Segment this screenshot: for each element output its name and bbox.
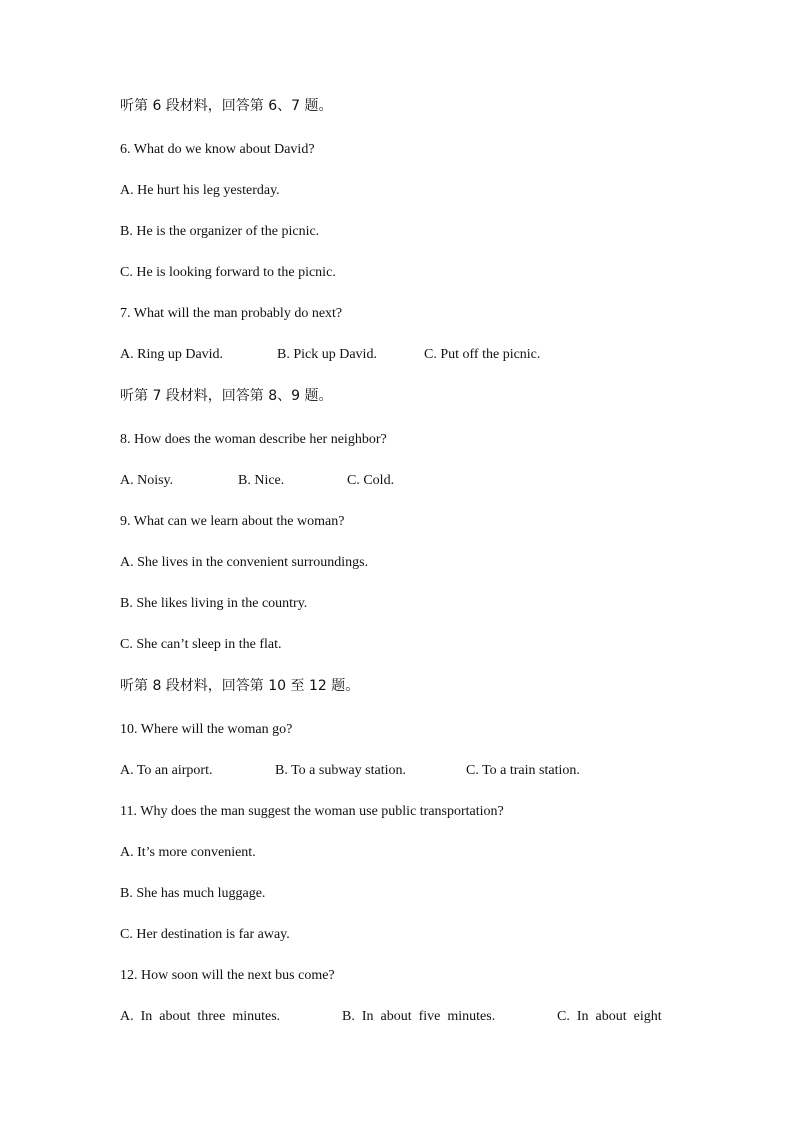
q9-option-c: C. She can’t sleep in the flat. [120,637,282,652]
question-9: 9. What can we learn about the woman? [120,514,345,529]
q7-option-b: B. Pick up David. [277,347,377,362]
q9-option-a: A. She lives in the convenient surroundings. [120,555,369,570]
question-12: 12. How soon will the next bus come? [120,968,335,983]
q7-option-c: C. Put off the picnic. [424,347,541,362]
q8-option-c: C. Cold. [347,473,395,488]
q12-option-a: A. In about three minutes. [120,1009,281,1024]
q6-option-b: B. He is the organizer of the picnic. [120,224,320,239]
question-6: 6. What do we know about David? [120,142,315,157]
section-7-header: 听第 7 段材料，回答第 8、9 题。 [120,388,333,404]
question-11: 11. Why does the man suggest the woman use public transportation? [120,804,504,819]
q7-option-a: A. Ring up David. [120,347,224,362]
q12-option-c: C. In about eight [557,1009,662,1024]
q6-option-a: A. He hurt his leg yesterday. [120,183,280,198]
q8-option-b: B. Nice. [238,473,285,488]
q10-option-c: C. To a train station. [466,763,580,778]
question-8: 8. How does the woman describe her neighbor? [120,432,387,447]
q8-option-a: A. Noisy. [120,473,174,488]
q12-option-b: B. In about five minutes. [342,1009,496,1024]
q10-option-b: B. To a subway station. [275,763,406,778]
q11-option-a: A. It’s more convenient. [120,845,256,860]
section-8-header: 听第 8 段材料，回答第 10 至 12 题。 [120,678,360,694]
q10-option-a: A. To an airport. [120,763,213,778]
q9-option-b: B. She likes living in the country. [120,596,308,611]
q6-option-c: C. He is looking forward to the picnic. [120,265,336,280]
question-10: 10. Where will the woman go? [120,722,293,737]
section-6-header: 听第 6 段材料，回答第 6、7 题。 [120,98,333,114]
q11-option-c: C. Her destination is far away. [120,927,290,942]
q11-option-b: B. She has much luggage. [120,886,266,901]
question-7: 7. What will the man probably do next? [120,306,343,321]
